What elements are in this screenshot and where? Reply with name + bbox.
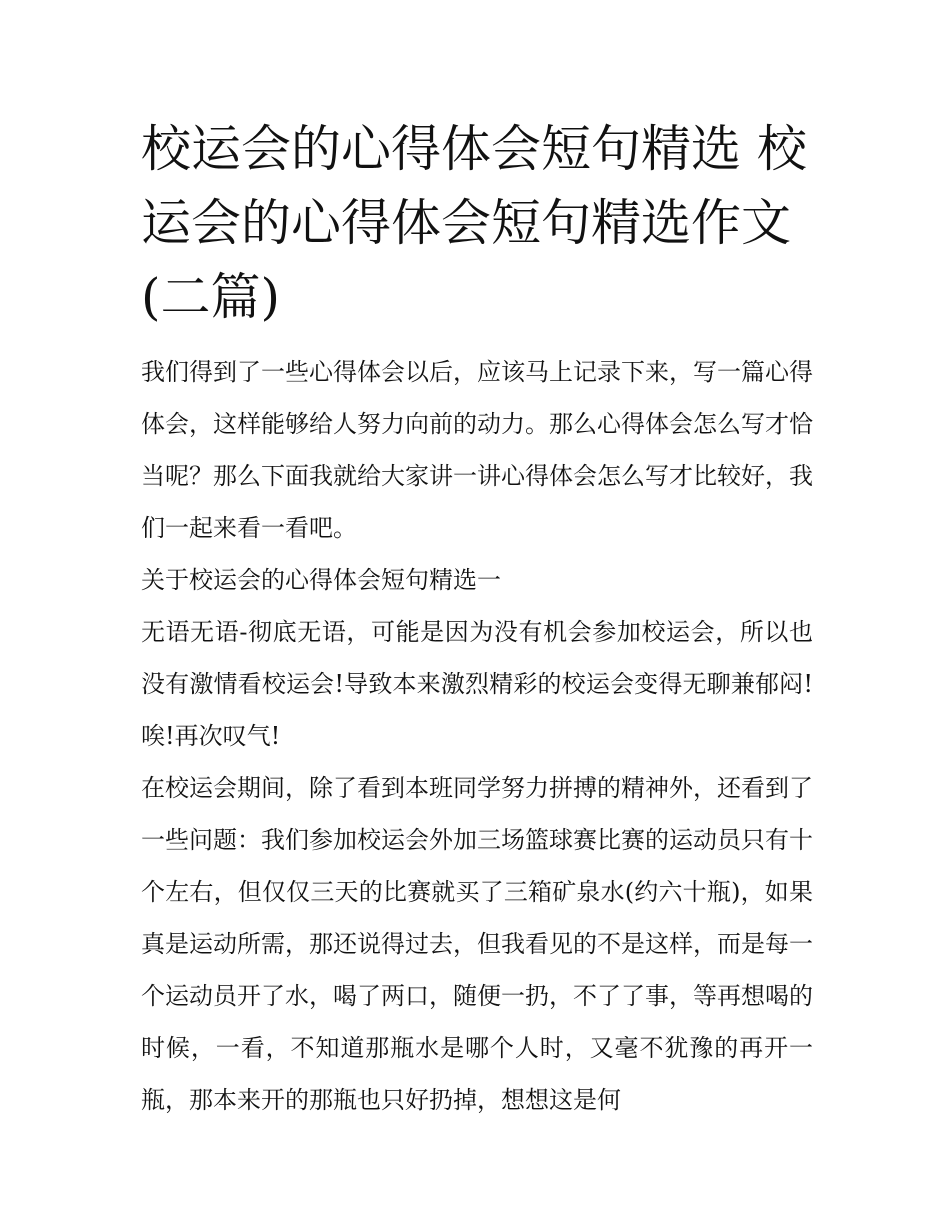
body-paragraph: 无语无语-彻底无语，可能是因为没有机会参加校运会，所以也没有激情看校运会!导致本来激烈精彩的校运会变得无聊兼郁闷!唉!再次叹气! — [141, 618, 813, 750]
document-title: 校运会的心得体会短句精选 校运会的心得体会短句精选作文(二篇) — [141, 120, 807, 326]
section-heading: 关于校运会的心得体会短句精选一 — [141, 566, 501, 594]
body-paragraph: 在校运会期间，除了看到本班同学努力拼搏的精神外，还看到了一些问题：我们参加校运会外加三场篮球赛比赛的运动员只有十个左右，但仅仅三天的比赛就买了三箱矿泉水(约六十瓶)，如果真是运动所需，那还说得过去，但我看见的不是这样，而是每一个运动员开了水，喝了两口，随便一扔，不了了事，等再想喝的时候，一看，不知道那瓶水是哪个人时，又毫不犹豫的再开一瓶，那本来开的那瓶也只好扔掉，想想这是何 — [141, 774, 813, 1114]
document-body — [141, 346, 813, 1126]
document-content — [141, 112, 813, 1126]
intro-paragraph: 我们得到了一些心得体会以后，应该马上记录下来，写一篇心得体会，这样能够给人努力向前的动力。那么心得体会怎么写才恰当呢？那么下面我就给大家讲一讲心得体会怎么写才比较好，我们一起来看一看吧。 — [141, 358, 813, 542]
